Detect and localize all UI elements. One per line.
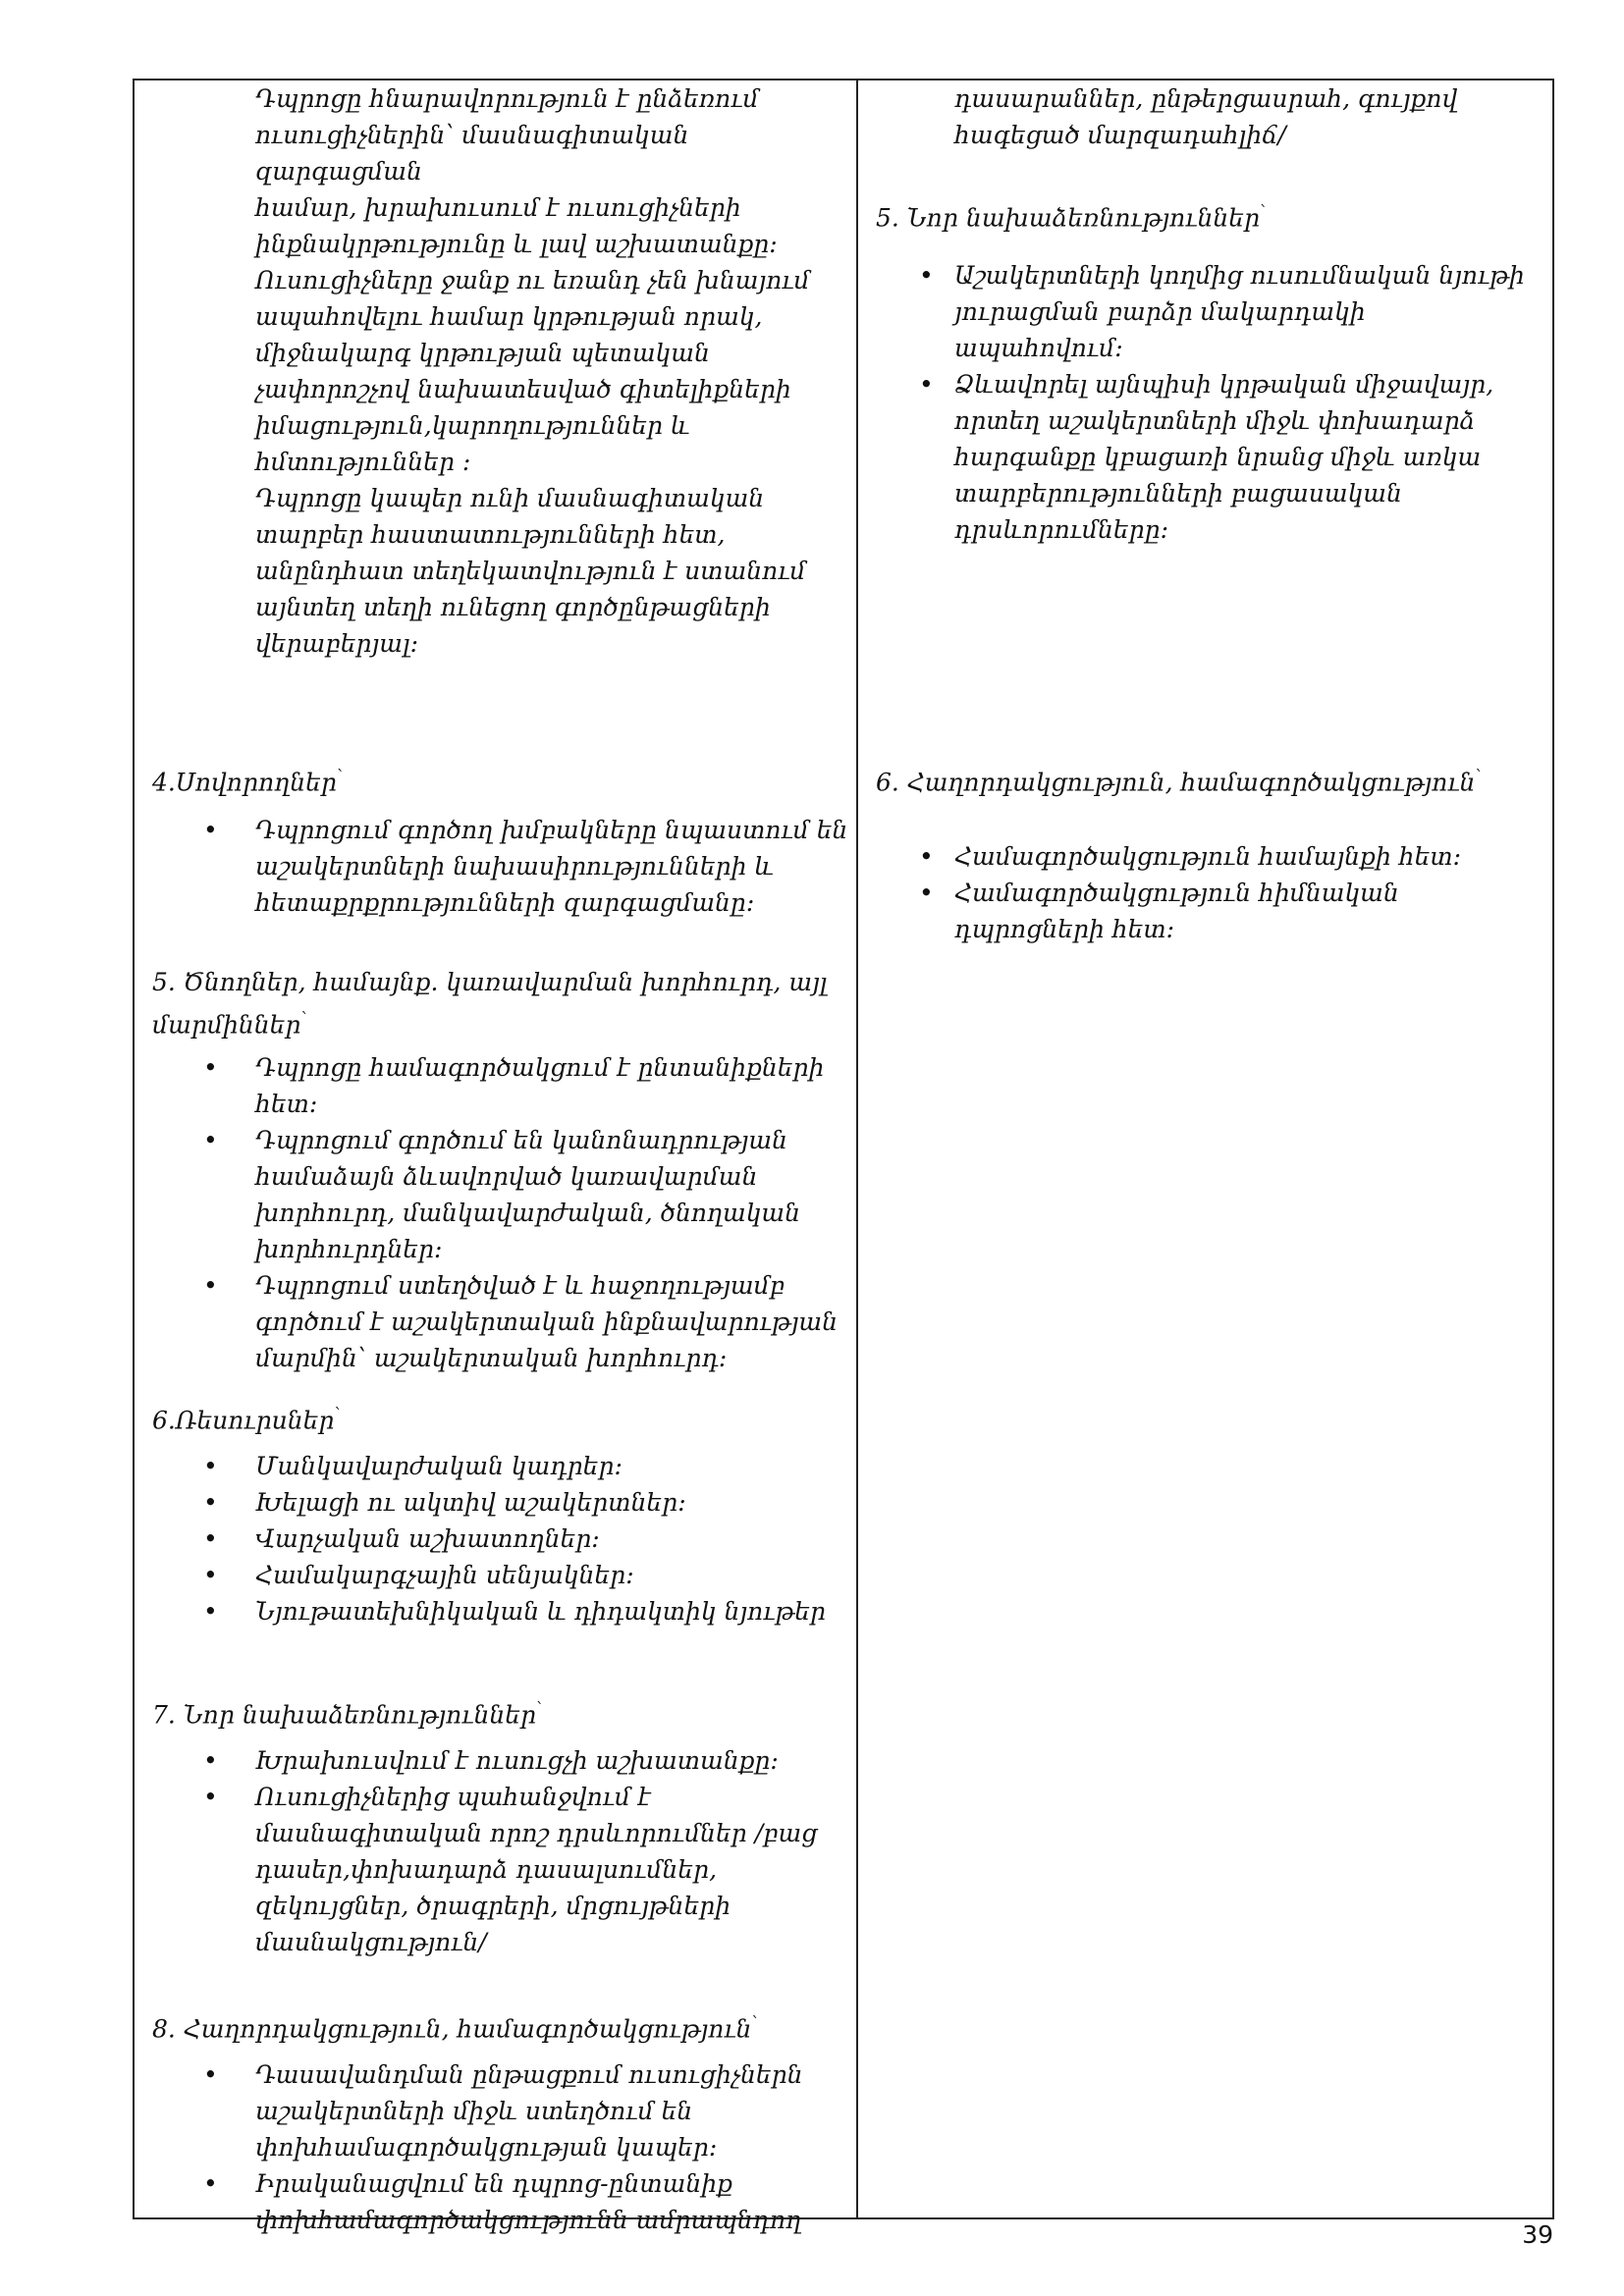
section-8-items bbox=[135, 2056, 856, 2238]
left-intro-lines bbox=[255, 80, 856, 662]
list-item-line: որտեղ աշակերտների միջև փոխադարձ bbox=[954, 406, 1476, 435]
list-item-line: հետ: bbox=[255, 1090, 318, 1118]
text-line: անընդհատ տեղեկատվություն է ստանում bbox=[255, 557, 806, 585]
section-6-list bbox=[135, 1448, 856, 1629]
list-item-line: գործում է աշակերտական ինքնավարության bbox=[255, 1308, 839, 1336]
text-line: ինքնակրթությունը և լավ աշխատանքը: bbox=[255, 230, 778, 258]
section-7-list bbox=[135, 1742, 856, 1960]
bullet-icon: • bbox=[203, 1746, 218, 1775]
bullet-icon: • bbox=[203, 2169, 218, 2198]
section-5-list bbox=[135, 1049, 856, 1376]
right-intro-lines bbox=[954, 80, 1457, 153]
bullet-icon: • bbox=[203, 1126, 218, 1154]
list-item-line: Մանկավարժական կադրեր: bbox=[255, 1452, 623, 1480]
section-8 bbox=[135, 2004, 757, 2047]
section-4-list bbox=[135, 812, 856, 921]
list-item-line: դրսևորումները: bbox=[954, 515, 1169, 544]
bullet-icon: • bbox=[203, 1783, 218, 1811]
list-item-line: մասնագիտական որոշ դրսևորումներ /բաց bbox=[255, 1819, 818, 1847]
list-item bbox=[135, 1049, 856, 1122]
section-6 bbox=[135, 1396, 340, 1438]
section-7-heading: 7. Նոր նախաձեռնություններ՝ bbox=[152, 1699, 542, 1730]
right-section-5 bbox=[858, 193, 1266, 236]
list-item bbox=[858, 257, 1554, 366]
list-item-line: դասեր,փոխադարձ դասալսումներ, bbox=[255, 1855, 718, 1884]
bullet-icon: • bbox=[203, 1271, 218, 1300]
list-item-line: Դպրոցում գործում են կանոնադրության bbox=[255, 1126, 787, 1154]
text-line: այնտեղ տեղի ունեցող գործընթացների bbox=[255, 593, 771, 621]
text-line: Դպրոցը հնարավորություն է ընձեռում bbox=[255, 84, 759, 113]
list-item-line: Ձևավորել այնպիսի կրթական միջավայր, bbox=[954, 370, 1494, 399]
list-item-line: Համագործակցություն համայնքի հետ: bbox=[954, 842, 1462, 871]
section-8-list bbox=[135, 2056, 856, 2238]
list-item-line: Դպրոցում ստեղծված է և հաջողությամբ bbox=[255, 1271, 785, 1300]
list-item-line: հարգանքը կբացառի նրանց միջև առկա bbox=[954, 443, 1482, 471]
bullet-icon: • bbox=[919, 370, 934, 399]
right-section-5-list bbox=[858, 257, 1554, 548]
list-item bbox=[858, 838, 1554, 875]
text-line: հմտություններ : bbox=[255, 448, 471, 476]
text-line: հագեցած մարզադահլիճ/ bbox=[954, 121, 1286, 149]
list-item-line: մարմին՝ աշակերտական խորհուրդ: bbox=[255, 1344, 728, 1372]
list-item-line: խորհուրդներ: bbox=[255, 1235, 443, 1263]
section-7-items bbox=[135, 1742, 856, 1960]
list-item-line: ապահովում: bbox=[954, 334, 1123, 362]
right-section-5-heading: 5. Նոր նախաձեռնություններ՝ bbox=[876, 202, 1266, 233]
list-item-line: Դասավանդման ընթացքում ուսուցիչներն bbox=[255, 2060, 803, 2089]
section-7 bbox=[135, 1690, 542, 1733]
list-item-line: խորհուրդ, մանկավարժական, ծնողական bbox=[255, 1199, 801, 1227]
list-item bbox=[135, 2165, 856, 2238]
list-item-line: փոխհամագործակցության կապեր: bbox=[255, 2133, 718, 2162]
section-4-items bbox=[135, 812, 856, 921]
text-line: Ուսուցիչները ջանք ու եռանդ չեն խնայում bbox=[255, 266, 810, 294]
list-item-line: Դպրոցը համագործակցում է ընտանիքների bbox=[255, 1053, 825, 1082]
list-item-line: դպրոցների հետ: bbox=[954, 915, 1175, 943]
list-item bbox=[135, 1122, 856, 1267]
list-item bbox=[135, 1557, 856, 1593]
right-intro bbox=[858, 80, 1457, 153]
content-table bbox=[133, 79, 1554, 2234]
text-line: չափորոշչով նախատեսված գիտելիքների bbox=[255, 375, 791, 403]
section-6-heading: 6.Ռեսուրսներ՝ bbox=[152, 1405, 341, 1435]
bullet-icon: • bbox=[203, 1452, 218, 1480]
list-item-line: համաձայն ձևավորված կառավարման bbox=[255, 1162, 758, 1191]
left-intro bbox=[135, 80, 856, 662]
list-item-line: յուրացման բարձր մակարդակի bbox=[954, 297, 1366, 326]
section-4 bbox=[135, 758, 343, 800]
list-item bbox=[135, 1593, 856, 1629]
section-5-heading: 5. Ծնողներ, համայնք. կառավարման խորհուրդ, այլ մարմիններ՝ bbox=[152, 968, 828, 1040]
right-section-6-heading: 6. Հաղորդակցություն, համագործակցություն՝ bbox=[876, 767, 1482, 797]
page-number: 39 bbox=[1522, 2220, 1553, 2249]
list-item bbox=[135, 812, 856, 921]
list-item bbox=[858, 875, 1554, 947]
text-line: միջնակարգ կրթության պետական bbox=[255, 339, 710, 367]
list-item-line: Ուսուցիչներից պահանջվում է bbox=[255, 1783, 651, 1811]
bullet-icon: • bbox=[203, 1561, 218, 1589]
bullet-icon: • bbox=[203, 1488, 218, 1517]
text-line: վերաբերյալ: bbox=[255, 629, 418, 658]
text-line: տարբեր հաստատությունների հետ, bbox=[255, 520, 726, 549]
list-item-line: Խելացի ու ակտիվ աշակերտներ: bbox=[255, 1488, 686, 1517]
list-item bbox=[858, 366, 1554, 548]
text-line: ապահովելու համար կրթության որակ, bbox=[255, 302, 763, 331]
section-6-items bbox=[135, 1448, 856, 1629]
text-line: համար, խրախուսում է ուսուցիչների bbox=[255, 193, 741, 222]
text-line: դասարաններ, ընթերցասրահ, գույքով bbox=[954, 84, 1458, 113]
section-5 bbox=[135, 964, 827, 1042]
bullet-icon: • bbox=[203, 1597, 218, 1626]
list-item-line: զեկույցներ, ծրագրերի, մրցույթների bbox=[255, 1892, 731, 1920]
list-item-line: Նյութատեխնիկական և դիդակտիկ նյութեր bbox=[255, 1597, 827, 1626]
list-item-line: աշակերտների նախասիրությունների և bbox=[255, 852, 775, 881]
right-section-6 bbox=[858, 758, 1481, 800]
bullet-icon: • bbox=[203, 1524, 218, 1553]
list-item-line: Վարչական աշխատողներ: bbox=[255, 1524, 600, 1553]
bullet-icon: • bbox=[203, 2060, 218, 2089]
list-item-line: Համագործակցություն հիմնական bbox=[954, 879, 1399, 907]
list-item bbox=[135, 1521, 856, 1557]
bullet-icon: • bbox=[919, 842, 934, 871]
section-8-heading: 8. Հաղորդակցություն, համագործակցություն՝ bbox=[152, 2013, 758, 2044]
bullet-icon: • bbox=[919, 879, 934, 907]
text-line: Դպրոցը կապեր ունի մասնագիտական bbox=[255, 484, 765, 512]
list-item bbox=[135, 1484, 856, 1521]
list-item-line: Աշակերտների կողմից ուսումնական նյութի bbox=[954, 261, 1525, 290]
list-item bbox=[135, 1742, 856, 1779]
text-line: ուսուցիչներին՝ մասնագիտական զարգացման bbox=[255, 121, 689, 186]
list-item bbox=[135, 1448, 856, 1484]
list-item-line: Համակարգչային սենյակներ: bbox=[255, 1561, 634, 1589]
section-4-heading: 4.Սովորողներ՝ bbox=[152, 767, 343, 797]
right-section-6-items bbox=[858, 838, 1554, 947]
bullet-icon: • bbox=[203, 1053, 218, 1082]
list-item-line: Դպրոցում գործող խմբակները նպաստում են bbox=[255, 816, 848, 844]
list-item-line: մասնակցություն/ bbox=[255, 1928, 487, 1956]
right-section-6-list bbox=[858, 838, 1554, 947]
section-5-items bbox=[135, 1049, 856, 1376]
list-item bbox=[135, 1779, 856, 1960]
list-item-line: հետաքրքրությունների զարգացմանը: bbox=[255, 888, 755, 917]
right-section-5-items bbox=[858, 257, 1554, 548]
list-item-line: փոխհամագործակցությունն ամրապնդող bbox=[255, 2206, 802, 2234]
list-item-line: աշակերտների միջև ստեղծում են bbox=[255, 2097, 693, 2125]
bullet-icon: • bbox=[203, 816, 218, 844]
bullet-icon: • bbox=[919, 261, 934, 290]
list-item-line: Խրախուսվում է ուսուցչի աշխատանքը: bbox=[255, 1746, 779, 1775]
text-line: իմացություն,կարողություններ և bbox=[255, 411, 690, 440]
list-item-line: տարբերությունների բացասական bbox=[954, 479, 1402, 507]
list-item-line: Իրականացվում են դպրոց-ընտանիք bbox=[255, 2169, 732, 2198]
list-item bbox=[135, 1267, 856, 1376]
list-item bbox=[135, 2056, 856, 2165]
